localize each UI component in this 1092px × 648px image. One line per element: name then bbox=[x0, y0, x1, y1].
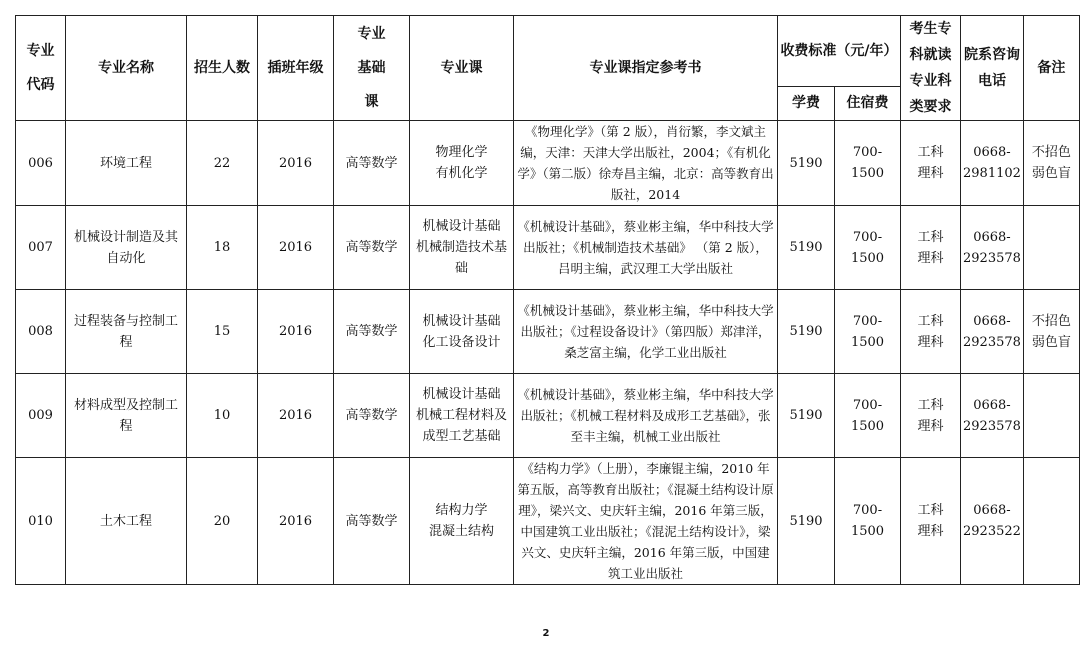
header-fee-standard: 收费标准（元/年） bbox=[778, 16, 901, 87]
table-row bbox=[16, 206, 1080, 290]
cell-requirement: 工科 理科 bbox=[901, 290, 961, 374]
table-row bbox=[16, 374, 1080, 458]
cell-requirement: 工科 理科 bbox=[901, 206, 961, 290]
cell-name: 土木工程 bbox=[66, 458, 187, 585]
cell-code: 009 bbox=[16, 374, 66, 458]
cell-tuition: 5190 bbox=[778, 121, 835, 206]
cell-note bbox=[1023, 374, 1079, 458]
header-note: 备注 bbox=[1023, 16, 1079, 121]
cell-quota: 22 bbox=[187, 121, 258, 206]
cell-requirement: 工科 理科 bbox=[901, 374, 961, 458]
cell-basic-course: 高等数学 bbox=[334, 121, 410, 206]
cell-code: 008 bbox=[16, 290, 66, 374]
cell-dorm-fee: 700-1500 bbox=[835, 374, 901, 458]
cell-requirement: 工科 理科 bbox=[901, 458, 961, 585]
cell-grade: 2016 bbox=[258, 458, 334, 585]
cell-name: 过程装备与控制工程 bbox=[66, 290, 187, 374]
header-basic-course: 专业基础课 bbox=[334, 16, 410, 121]
cell-major-course: 机械设计基础 机械制造技术基础 bbox=[410, 206, 514, 290]
cell-basic-course: 高等数学 bbox=[334, 374, 410, 458]
cell-name: 材料成型及控制工程 bbox=[66, 374, 187, 458]
cell-major-course: 结构力学 混凝土结构 bbox=[410, 458, 514, 585]
header-quota: 招生人数 bbox=[187, 16, 258, 121]
cell-phone: 0668- 2923578 bbox=[961, 374, 1024, 458]
cell-code: 010 bbox=[16, 458, 66, 585]
admission-table bbox=[15, 15, 1080, 585]
table-row bbox=[16, 290, 1080, 374]
cell-dorm-fee: 700-1500 bbox=[835, 206, 901, 290]
header-dorm-fee: 住宿费 bbox=[835, 86, 901, 120]
cell-tuition: 5190 bbox=[778, 458, 835, 585]
cell-reference-books: 《结构力学》（上册），李廉锟主编，2010 年第五版，高等教育出版社；《混凝土结构设计原理》，梁兴文、史庆轩主编，2016 年第三版，中国建筑工业出版社；《混泥土结构设计》，梁兴文、史庆轩主编，2016 年第三版，中国建筑工业出版社 bbox=[514, 458, 778, 585]
cell-quota: 20 bbox=[187, 458, 258, 585]
table-row bbox=[16, 458, 1080, 585]
header-code: 专业代码 bbox=[16, 16, 66, 121]
cell-tuition: 5190 bbox=[778, 374, 835, 458]
header-name: 专业名称 bbox=[66, 16, 187, 121]
cell-major-course: 机械设计基础 机械工程材料及成型工艺基础 bbox=[410, 374, 514, 458]
cell-reference-books: 《物理化学》（第 2 版），肖衍繁，李文斌主编，天津：天津大学出版社，2004；《有机化学》（第二版）徐寿昌主编，北京：高等教育出版社，2014 bbox=[514, 121, 778, 206]
cell-phone: 0668- 2923522 bbox=[961, 458, 1024, 585]
cell-dorm-fee: 700-1500 bbox=[835, 121, 901, 206]
cell-note: 不招色弱色盲 bbox=[1023, 290, 1079, 374]
header-tuition: 学费 bbox=[778, 86, 835, 120]
cell-note bbox=[1023, 206, 1079, 290]
cell-basic-course: 高等数学 bbox=[334, 290, 410, 374]
cell-reference-books: 《机械设计基础》，蔡业彬主编，华中科技大学出版社；《过程设备设计》（第四版）郑津洋，桑芝富主编，化学工业出版社 bbox=[514, 290, 778, 374]
cell-phone: 0668- 2923578 bbox=[961, 290, 1024, 374]
cell-code: 007 bbox=[16, 206, 66, 290]
header-major-course: 专业课 bbox=[410, 16, 514, 121]
cell-note bbox=[1023, 458, 1079, 585]
cell-grade: 2016 bbox=[258, 206, 334, 290]
table-row bbox=[16, 121, 1080, 206]
cell-tuition: 5190 bbox=[778, 206, 835, 290]
cell-grade: 2016 bbox=[258, 290, 334, 374]
cell-basic-course: 高等数学 bbox=[334, 458, 410, 585]
header-reference-books: 专业课指定参考书 bbox=[514, 16, 778, 121]
cell-reference-books: 《机械设计基础》，蔡业彬主编，华中科技大学出版社；《机械工程材料及成形工艺基础》，张至丰主编，机械工业出版社 bbox=[514, 374, 778, 458]
cell-quota: 15 bbox=[187, 290, 258, 374]
cell-reference-books: 《机械设计基础》，蔡业彬主编，华中科技大学出版社；《机械制造技术基础》 （第 2 版），吕明主编，武汉理工大学出版社 bbox=[514, 206, 778, 290]
cell-grade: 2016 bbox=[258, 374, 334, 458]
cell-basic-course: 高等数学 bbox=[334, 206, 410, 290]
cell-major-course: 物理化学 有机化学 bbox=[410, 121, 514, 206]
cell-name: 机械设计制造及其自动化 bbox=[66, 206, 187, 290]
cell-quota: 10 bbox=[187, 374, 258, 458]
cell-dorm-fee: 700-1500 bbox=[835, 290, 901, 374]
cell-quota: 18 bbox=[187, 206, 258, 290]
cell-code: 006 bbox=[16, 121, 66, 206]
cell-dorm-fee: 700-1500 bbox=[835, 458, 901, 585]
cell-tuition: 5190 bbox=[778, 290, 835, 374]
header-phone: 院系咨询电话 bbox=[961, 16, 1024, 121]
cell-note: 不招色弱色盲 bbox=[1023, 121, 1079, 206]
cell-name: 环境工程 bbox=[66, 121, 187, 206]
cell-requirement: 工科 理科 bbox=[901, 121, 961, 206]
page-number: 2 bbox=[542, 628, 550, 639]
cell-phone: 0668- 2981102 bbox=[961, 121, 1024, 206]
header-grade: 插班年级 bbox=[258, 16, 334, 121]
header-requirement: 考生专科就读专业科类要求 bbox=[901, 16, 961, 121]
cell-major-course: 机械设计基础 化工设备设计 bbox=[410, 290, 514, 374]
cell-grade: 2016 bbox=[258, 121, 334, 206]
cell-phone: 0668- 2923578 bbox=[961, 206, 1024, 290]
